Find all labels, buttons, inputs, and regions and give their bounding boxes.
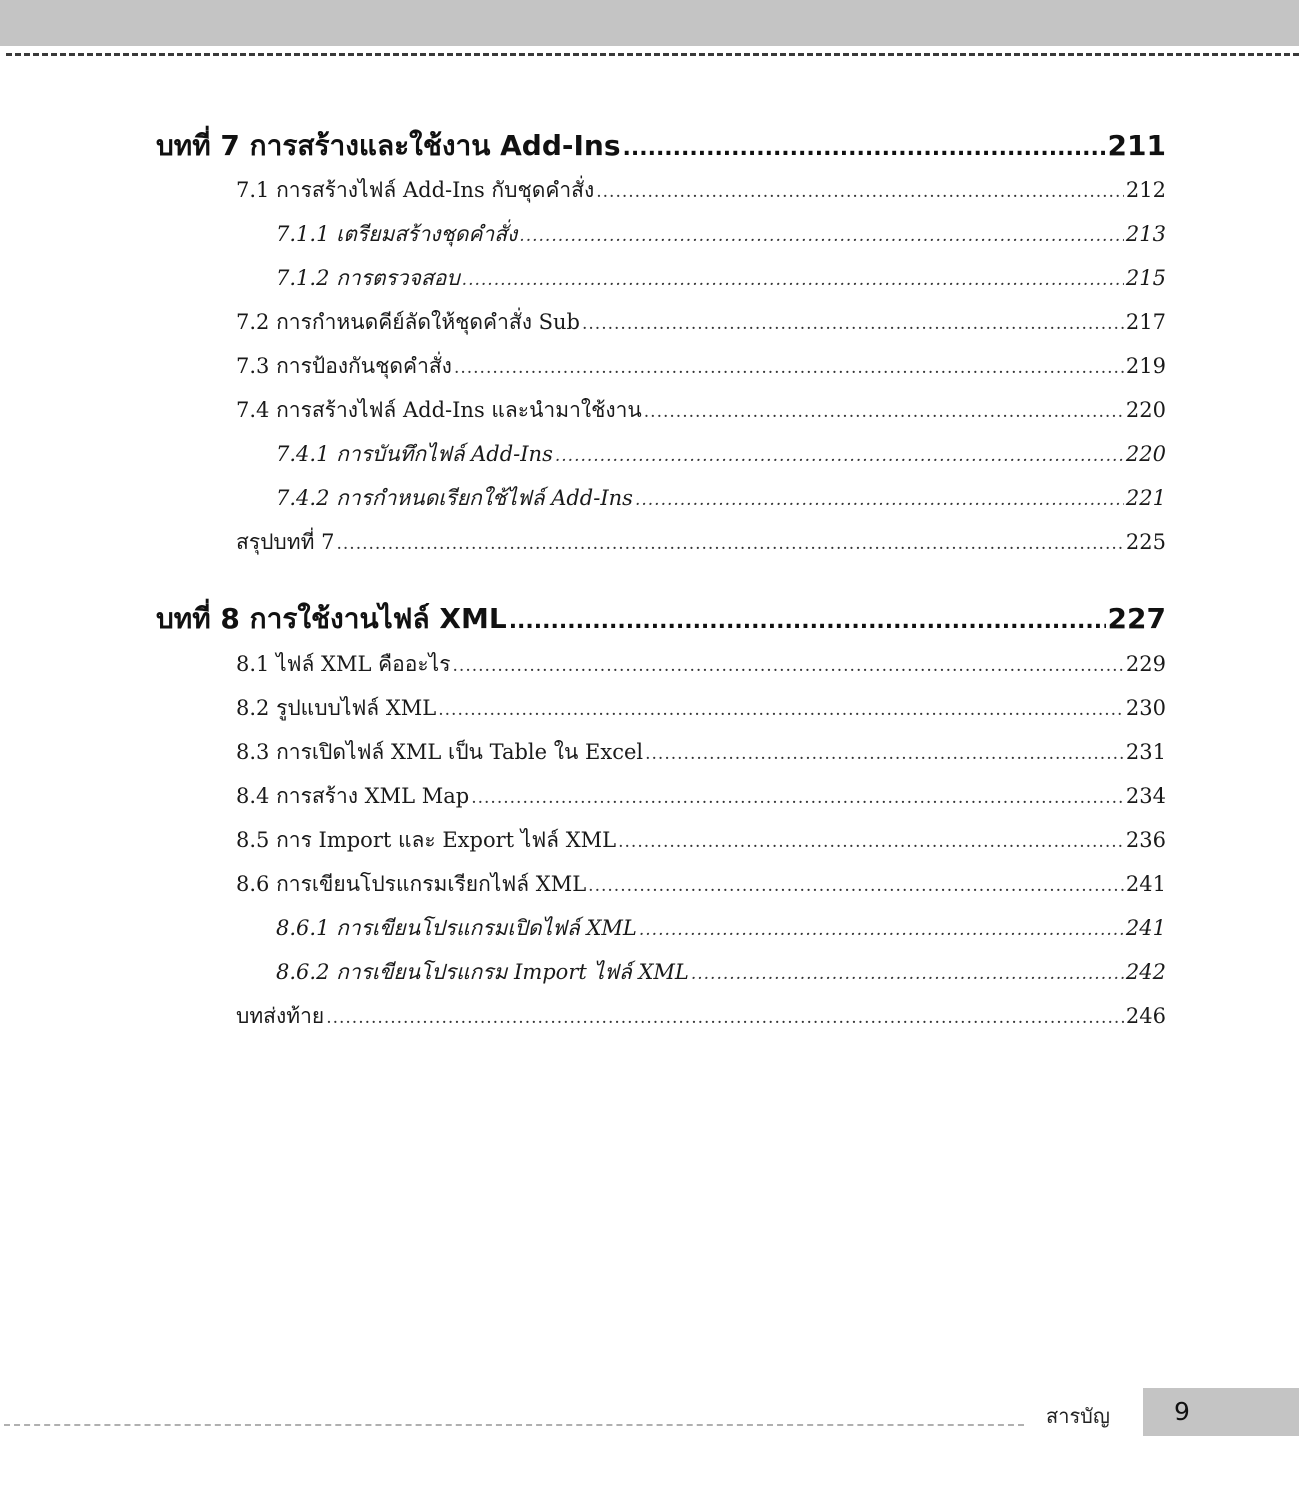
dot-leader (509, 609, 1106, 634)
toc-subentry[interactable] (276, 218, 1166, 250)
toc-entry-title: บทที่ 7 การสร้างและใช้งาน Add-Ins (156, 129, 621, 162)
toc-entry[interactable] (236, 350, 1166, 382)
dot-leader (555, 446, 1124, 466)
toc-entry-title: 7.1.1 เตรียมสร้างชุดคำสั่ง (276, 222, 518, 246)
toc-subentry[interactable] (276, 262, 1166, 294)
toc-entry[interactable] (236, 394, 1166, 426)
dot-leader (519, 226, 1124, 246)
toc-entry-title: บทที่ 8 การใช้งานไฟล์ XML (156, 602, 507, 635)
toc-entry[interactable] (236, 780, 1166, 812)
toc-entry-page: 241 (1125, 872, 1166, 896)
toc-entry-title: 8.6.1 การเขียนโปรแกรมเปิดไฟล์ XML (276, 916, 637, 940)
toc-entry-page: 231 (1125, 740, 1166, 764)
toc-chapter-7[interactable] (156, 124, 1166, 164)
toc-entry-page: 213 (1125, 222, 1166, 246)
dot-leader (618, 832, 1124, 852)
toc-entry-page: 227 (1107, 602, 1166, 635)
toc-entry-page: 212 (1125, 178, 1166, 202)
toc-subentry[interactable] (276, 956, 1166, 988)
toc-entry[interactable] (236, 736, 1166, 768)
toc-chapter-8[interactable] (156, 597, 1166, 637)
dot-leader (644, 402, 1124, 422)
toc-entry-title: 8.5 การ Import และ Export ไฟล์ XML (236, 828, 617, 852)
toc-entry[interactable] (236, 692, 1166, 724)
toc-entry[interactable] (236, 824, 1166, 856)
toc-entry[interactable] (236, 306, 1166, 338)
toc-entry-title: 8.3 การเปิดไฟล์ XML เป็น Table ใน Excel (236, 740, 644, 764)
toc-subentry[interactable] (276, 912, 1166, 944)
toc-entry-page: 215 (1125, 266, 1166, 290)
toc-entry[interactable] (236, 1000, 1166, 1032)
dot-leader (582, 314, 1124, 334)
dot-leader (691, 964, 1124, 984)
toc-entry-page: 236 (1125, 828, 1166, 852)
dot-leader (623, 136, 1106, 161)
toc-entry-page: 241 (1125, 916, 1166, 940)
toc-entry-title: 7.3 การป้องกันชุดคำสั่ง (236, 354, 452, 378)
dot-leader (635, 490, 1124, 510)
toc-subentry[interactable] (276, 482, 1166, 514)
toc-entry-title: สรุปบทที่ 7 (236, 530, 335, 554)
toc-entry-title: บทส่งท้าย (236, 1004, 325, 1028)
page-number-box (1143, 1388, 1299, 1436)
dot-leader (453, 656, 1124, 676)
toc-entry-page: 220 (1125, 442, 1166, 466)
dot-leader (462, 270, 1124, 290)
page-number: 9 (1174, 1397, 1190, 1426)
toc-entry-page: 219 (1125, 354, 1166, 378)
dot-leader (471, 788, 1124, 808)
dot-leader (639, 920, 1124, 940)
toc-entry[interactable] (236, 648, 1166, 680)
toc-subentry[interactable] (276, 438, 1166, 470)
toc-entry-title: 8.6.2 การเขียนโปรแกรม Import ไฟล์ XML (276, 960, 689, 984)
toc-entry-page: 217 (1125, 310, 1166, 334)
toc-entry-title: 8.4 การสร้าง XML Map (236, 784, 470, 808)
toc-entry-page: 234 (1125, 784, 1166, 808)
toc-entry-page: 225 (1125, 530, 1166, 554)
toc-entry-page: 220 (1125, 398, 1166, 422)
dot-leader (454, 358, 1124, 378)
dot-leader (326, 1008, 1124, 1028)
toc-entry[interactable] (236, 174, 1166, 206)
dot-leader (645, 744, 1124, 764)
toc-entry-title: 8.1 ไฟล์ XML คืออะไร (236, 652, 451, 676)
toc-entry-title: 7.4.2 การกำหนดเรียกใช้ไฟล์ Add-Ins (276, 486, 633, 510)
toc-entry-title: 8.6 การเขียนโปรแกรมเรียกไฟล์ XML (236, 872, 587, 896)
toc-entry-page: 230 (1125, 696, 1166, 720)
toc-entry-page: 229 (1125, 652, 1166, 676)
toc-entry-title: 7.4.1 การบันทึกไฟล์ Add-Ins (276, 442, 553, 466)
footer-dashed-rule (4, 1424, 1024, 1426)
toc-entry-title: 7.1.2 การตรวจสอบ (276, 266, 460, 290)
toc-entry[interactable] (236, 868, 1166, 900)
toc-entry-page: 221 (1125, 486, 1166, 510)
toc-entry-title: 7.4 การสร้างไฟล์ Add-Ins และนำมาใช้งาน (236, 398, 642, 422)
toc-entry-page: 211 (1107, 129, 1166, 162)
toc-entry-page: 242 (1125, 960, 1166, 984)
dot-leader (336, 534, 1123, 554)
toc-entry-title: 7.2 การกำหนดคีย์ลัดให้ชุดคำสั่ง Sub (236, 310, 580, 334)
dot-leader (588, 876, 1124, 896)
dot-leader (438, 700, 1124, 720)
footer-section-label: สารบัญ (1046, 1404, 1110, 1428)
toc-entry-page: 246 (1125, 1004, 1166, 1028)
toc-entry[interactable] (236, 526, 1166, 558)
toc-entry-title: 8.2 รูปแบบไฟล์ XML (236, 696, 437, 720)
dot-leader (596, 182, 1124, 202)
toc-entry-title: 7.1 การสร้างไฟล์ Add-Ins กับชุดคำสั่ง (236, 178, 595, 202)
